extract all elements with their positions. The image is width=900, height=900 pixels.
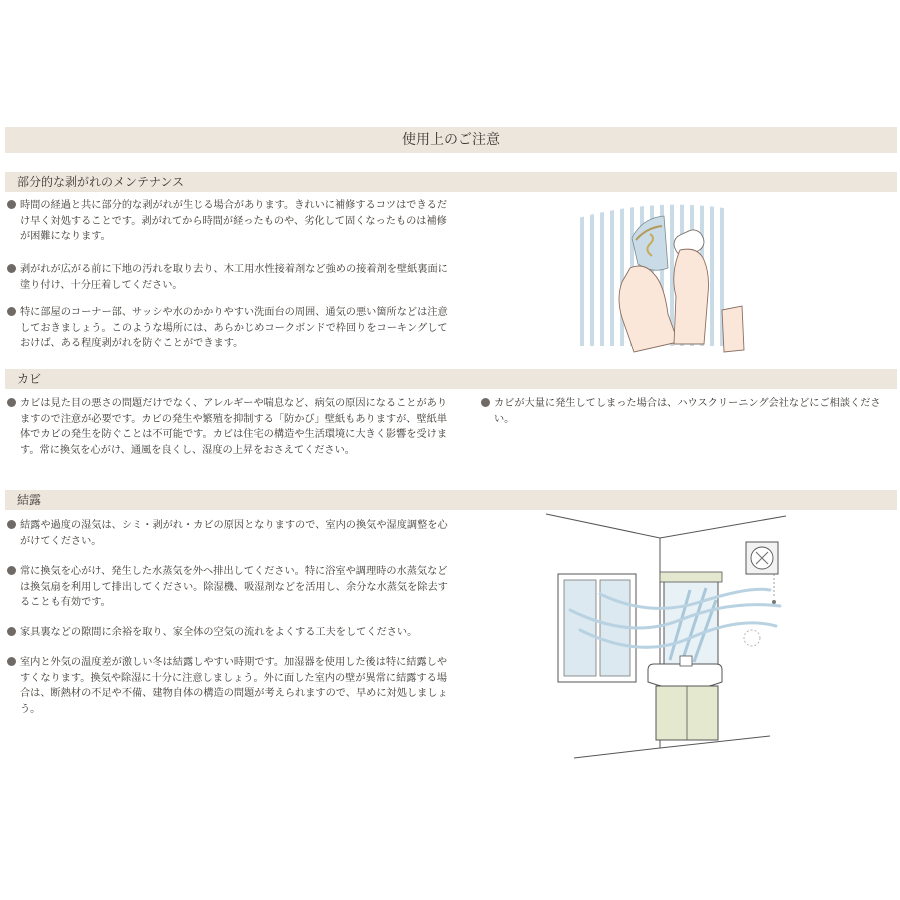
- list-item-text: 結露や過度の湿気は、シミ・剥がれ・カビの原因となりますので、室内の換気や湿度調整を心がけてください。: [20, 520, 448, 547]
- list-item: [481, 396, 893, 427]
- bathroom-ventilation-illustration: [540, 510, 800, 765]
- list-item: [7, 518, 455, 549]
- list-item: [7, 564, 455, 611]
- bullet-icon: [7, 307, 16, 316]
- list-item-text: 剥がれが広がる前に下地の汚れを取り去り、木工用水性接着剤など強めの接着剤を壁紙裏面に塗り付け、十分圧着してください。: [20, 264, 448, 291]
- list-item-text: 常に換気を心がけ、発生した水蒸気を外へ排出してください。特に浴室や調理時の水蒸気などは換気扇を利用して排出してください。除湿機、吸湿剤などを活用し、余分な水蒸気を除去することも有効です。: [20, 566, 448, 609]
- list-item: [7, 305, 455, 352]
- section-header-mold: カビ: [5, 369, 897, 389]
- list-item: [7, 262, 455, 293]
- bullet-icon: [7, 657, 16, 666]
- list-item-text: 家具裏などの隙間に余裕を取り、家全体の空気の流れをよくする工夫をしてください。: [20, 627, 418, 638]
- bullet-icon: [7, 520, 16, 529]
- bullet-icon: [7, 398, 16, 407]
- page-title: 使用上のご注意: [5, 127, 897, 153]
- list-item: [7, 625, 455, 641]
- wallpaper-repair-illustration: [572, 198, 748, 356]
- list-item-text: 特に部屋のコーナー部、サッシや水のかかりやすい洗面台の周囲、通気の悪い箇所などは注意しておきましょう。このような場所には、あらかじめコークボンドで枠回りをコーキングしておけば、ある程度剥がれを防ぐことができます。: [20, 307, 448, 350]
- bullet-icon: [7, 627, 16, 636]
- section-header-condensation: 結露: [5, 490, 897, 510]
- list-item: [7, 198, 455, 245]
- bullet-icon: [7, 264, 16, 273]
- list-item-text: 室内と外気の温度差が激しい冬は結露しやすい時期です。加湿器を使用した後は特に結露しやすくなります。換気や除湿に十分に注意しましょう。外に面した室内の壁が異常に結露する場合は、断熱材の不足や不備、建物自体の構造の問題が考えられますので、早めに対処しましょう。: [20, 657, 448, 715]
- section-header-peeling: 部分的な剥がれのメンテナンス: [5, 172, 897, 192]
- list-item: [7, 655, 455, 717]
- list-item-text: カビが大量に発生してしまった場合は、ハウスクリーニング会社などにご相談ください。: [494, 398, 881, 425]
- bullet-icon: [481, 398, 490, 407]
- list-item-text: 時間の経過と共に部分的な剥がれが生じる場合があります。きれいに補修するコツはできるだけ早く対処することです。剥がれてから時間が経ったものや、劣化して固くなったものは補修が困難になります。: [20, 200, 448, 243]
- bullet-icon: [7, 566, 16, 575]
- list-item-text: カビは見た目の悪さの問題だけでなく、アレルギーや喘息など、病気の原因になることがありますので注意が必要です。カビの発生や繁殖を抑制する「防かび」壁紙もありますが、壁紙単体でカビの発生を防ぐことは不可能です。カビは住宅の構造や生活環境に大きく影響を受けます。常に換気を心がけ、通風を良くし、湿度の上昇をおさえてください。: [20, 398, 448, 456]
- list-item: [7, 396, 455, 458]
- bullet-icon: [7, 200, 16, 209]
